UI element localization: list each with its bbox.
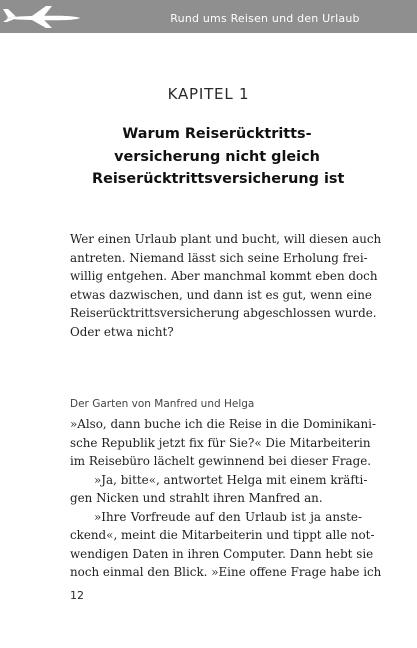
intro-paragraph: [70, 230, 382, 341]
chapter-title-line: Warum Reiserücktritts-: [122, 126, 312, 142]
text-line: noch einmal den Blick. »Eine offene Frage habe ich: [70, 565, 382, 579]
chapter-title-line: versicherung nicht gleich: [114, 148, 320, 165]
text-line: ckend«, meint die Mitarbeiterin und tippt alle not-: [70, 528, 375, 542]
text-line: gen Nicken und strahlt ihren Manfred an.: [70, 491, 323, 505]
chapter-label: KAPITEL 1: [167, 85, 250, 103]
text-line: etwas dazwischen, und dann ist es gut, wenn eine: [70, 287, 372, 302]
airplane-icon: [2, 5, 82, 29]
section-label: Der Garten von Manfred und Helga: [70, 398, 255, 410]
page-number: 12: [70, 589, 84, 602]
header-bar: [0, 0, 417, 33]
text-line: Oder etwa nicht?: [70, 324, 174, 339]
text-line: »Ja, bitte«, antwortet Helga mit einem kräfti-: [94, 472, 368, 487]
text-line: willig entgehen. Aber manchmal kommt eben doch: [70, 269, 378, 283]
text-line: »Also, dann buche ich die Reise in die Dominikani-: [70, 417, 377, 431]
text-line: im Reisebüro lächelt gewinnend bei dieser Frage.: [70, 454, 372, 468]
text-line: Wer einen Urlaub plant und bucht, will diesen auch: [70, 232, 382, 246]
text-line: antreten. Niemand lässt sich seine Erholung frei-: [70, 250, 368, 265]
running-head: Rund ums Reisen und den Urlaub: [170, 12, 360, 25]
chapter-title-line: Reiserücktrittsversicherung ist: [92, 171, 345, 187]
text-line: »Ihre Vorfreude auf den Urlaub ist ja anste-: [94, 509, 362, 524]
chapter-title: [92, 123, 345, 191]
text-line: Reiserücktrittsversicherung abgeschlossen wurde.: [70, 306, 377, 320]
text-line: wendigen Daten in ihren Computer. Dann hebt sie: [70, 546, 374, 561]
section-paragraph: [70, 415, 382, 582]
text-line: sche Republik jetzt fix für Sie?« Die Mitarbeiterin: [70, 435, 371, 450]
